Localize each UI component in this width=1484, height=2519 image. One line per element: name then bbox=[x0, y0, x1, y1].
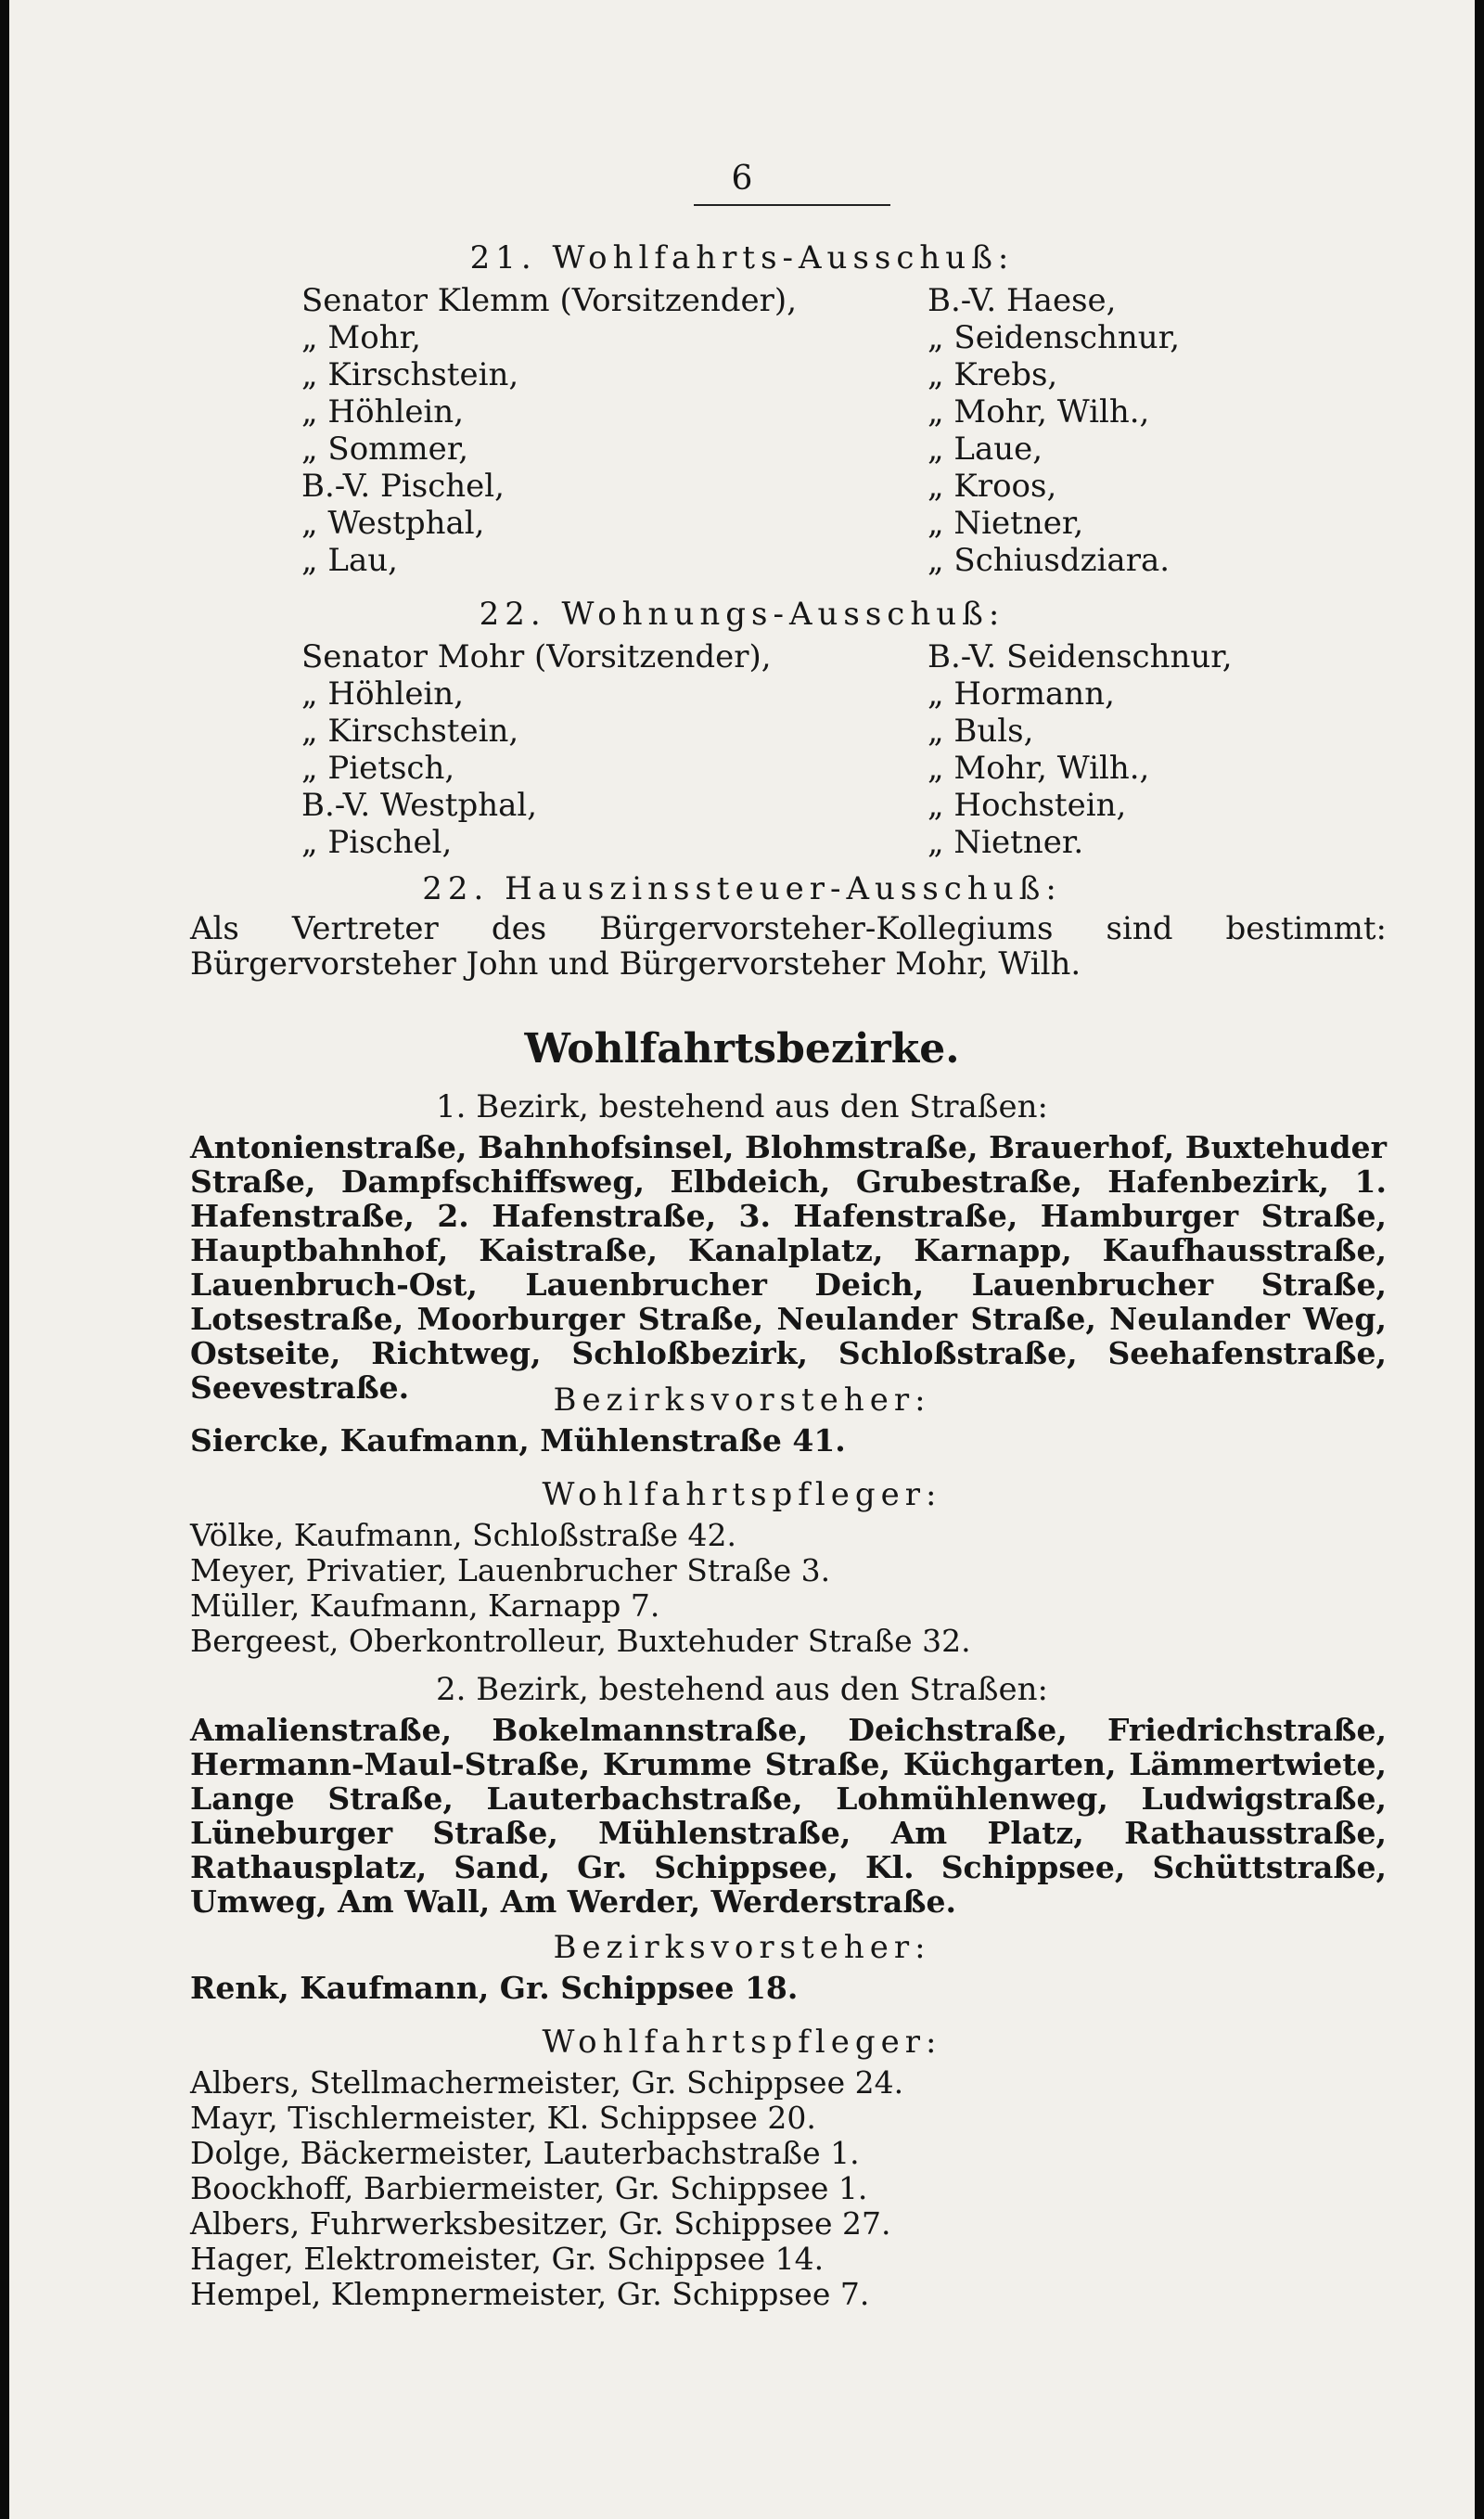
s21-right-line: „ Krebs, bbox=[928, 356, 1058, 393]
s21-left-line: Senator Klemm (Vorsitzender), bbox=[301, 282, 798, 319]
s21-right-line: „ Laue, bbox=[928, 431, 1043, 468]
s21-left-line: „ Mohr, bbox=[301, 319, 421, 356]
s22a-left-line: Senator Mohr (Vorsitzender), bbox=[301, 638, 772, 675]
s21-left-line: „ Sommer, bbox=[301, 431, 469, 468]
s21-left-line: „ Höhlein, bbox=[301, 393, 465, 431]
district-2-pfleger: Albers, Fuhrwerksbesitzer, Gr. Schippsee 27. bbox=[190, 2205, 891, 2242]
tax-committee-text: Als Vertreter des Bürgervorsteher-Kollegiums sind bestimmt: Bürgervorsteher John und Bürgervorsteher Mohr, Wilh. bbox=[190, 910, 1387, 983]
s21-right-line: „ Mohr, Wilh., bbox=[928, 393, 1150, 431]
district-1-pfleger: Bergeest, Oberkontrolleur, Buxtehuder Straße 32. bbox=[190, 1623, 971, 1659]
page-number: 6 bbox=[731, 160, 753, 198]
s21-right-line: „ Schiusdziara. bbox=[928, 542, 1171, 579]
districts-title: Wohlfahrtsbezirke. bbox=[524, 1025, 960, 1073]
district-2-streets: Amalienstraße, Bokelmannstraße, Deichstraße, Friedrichstraße, Hermann-Maul-Straße, Krumme Straße, Küchgarten, Lämmertwiete, Lange Straße, Lauterbachstraße, Lohmühlenweg, Ludwigstraße, Lüneburger Straße, Mühlenstraße, Am Platz, Rathausstraße, Rathausplatz, Sand, Gr. Schippsee, Kl. Schippsee, Schüttstraße, Umweg, Am Wall, Am Werder, Werderstraße. bbox=[190, 1712, 1387, 1920]
s21-right-line: „ Seidenschnur, bbox=[928, 319, 1180, 356]
s21-left-line: „ Lau, bbox=[301, 542, 398, 579]
district-2-vorsteher: Renk, Kaufmann, Gr. Schippsee 18. bbox=[190, 1970, 799, 2006]
district-1-pfleger-heading: Wohlfahrtspfleger: bbox=[542, 1476, 942, 1513]
district-2-pfleger-heading: Wohlfahrtspfleger: bbox=[542, 2024, 942, 2061]
district-1-heading: 1. Bezirk, bestehend aus den Straßen: bbox=[436, 1088, 1048, 1125]
district-2-pfleger: Dolge, Bäckermeister, Lauterbachstraße 1. bbox=[190, 2135, 860, 2171]
s22a-right-line: „ Buls, bbox=[928, 713, 1034, 750]
s22a-left-line: „ Pietsch, bbox=[301, 750, 455, 787]
s22a-left-line: „ Höhlein, bbox=[301, 675, 465, 713]
s22a-left-line: „ Pischel, bbox=[301, 824, 453, 861]
district-2-pfleger: Hempel, Klempnermeister, Gr. Schippsee 7. bbox=[190, 2276, 870, 2312]
district-1-pfleger: Völke, Kaufmann, Schloßstraße 42. bbox=[190, 1517, 736, 1553]
s22a-right-line: „ Mohr, Wilh., bbox=[928, 750, 1150, 787]
s22a-right-line: „ Hochstein, bbox=[928, 787, 1127, 824]
s21-right-line: „ Kroos, bbox=[928, 468, 1057, 505]
s21-right-line: B.-V. Haese, bbox=[928, 282, 1117, 319]
district-2-heading: 2. Bezirk, bestehend aus den Straßen: bbox=[436, 1671, 1048, 1708]
s22a-right-line: B.-V. Seidenschnur, bbox=[928, 638, 1233, 675]
district-2-pfleger: Hager, Elektromeister, Gr. Schippsee 14. bbox=[190, 2241, 825, 2277]
page-number-rule bbox=[694, 204, 890, 206]
district-1-pfleger: Müller, Kaufmann, Karnapp 7. bbox=[190, 1587, 660, 1624]
section-22-housing-heading: 22. Wohnungs-Ausschuß: bbox=[479, 596, 1005, 633]
district-2-pfleger: Boockhoff, Barbiermeister, Gr. Schippsee 1. bbox=[190, 2170, 868, 2206]
s22a-left-line: B.-V. Westphal, bbox=[301, 787, 538, 824]
district-1-vorsteher-heading: Bezirksvorsteher: bbox=[553, 1382, 931, 1419]
scan-edge-right bbox=[1475, 0, 1484, 2519]
s22a-right-line: „ Hormann, bbox=[928, 675, 1115, 713]
district-1-vorsteher: Siercke, Kaufmann, Mühlenstraße 41. bbox=[190, 1422, 846, 1459]
s21-right-line: „ Nietner, bbox=[928, 505, 1084, 542]
section-21-heading: 21. Wohlfahrts-Ausschuß: bbox=[469, 239, 1015, 276]
s21-left-line: „ Westphal, bbox=[301, 505, 485, 542]
district-1-pfleger: Meyer, Privatier, Lauenbrucher Straße 3. bbox=[190, 1552, 831, 1588]
district-2-vorsteher-heading: Bezirksvorsteher: bbox=[553, 1929, 931, 1966]
district-2-pfleger: Mayr, Tischlermeister, Kl. Schippsee 20. bbox=[190, 2100, 816, 2136]
district-1-streets: Antonienstraße, Bahnhofsinsel, Blohmstraße, Brauerhof, Buxtehuder Straße, Dampfschiffsweg, Elbdeich, Grubestraße, Hafenbezirk, 1. Hafenstraße, 2. Hafenstraße, 3. Hafenstraße, Hamburger Straße, Hauptbahnhof, Kaistraße, Kanalplatz, Karnapp, Kaufhausstraße, Lauenbruch-Ost, Lauenbrucher Deich, Lauenbrucher Straße, Lotsestraße, Moorburger Straße, Neulander Straße, Neulander Weg, Ostseite, Richtweg, Schloßbezirk, Schloßstraße, Seehafenstraße, Seevestraße. bbox=[190, 1129, 1387, 1406]
s21-left-line: „ Kirschstein, bbox=[301, 356, 519, 393]
s22a-right-line: „ Nietner. bbox=[928, 824, 1084, 861]
section-22-tax-heading: 22. Hauszinssteuer-Ausschuß: bbox=[422, 870, 1062, 907]
district-2-pfleger: Albers, Stellmachermeister, Gr. Schippsee 24. bbox=[190, 2064, 904, 2101]
scan-edge-left bbox=[0, 0, 9, 2519]
s21-left-line: B.-V. Pischel, bbox=[301, 468, 505, 505]
s22a-left-line: „ Kirschstein, bbox=[301, 713, 519, 750]
